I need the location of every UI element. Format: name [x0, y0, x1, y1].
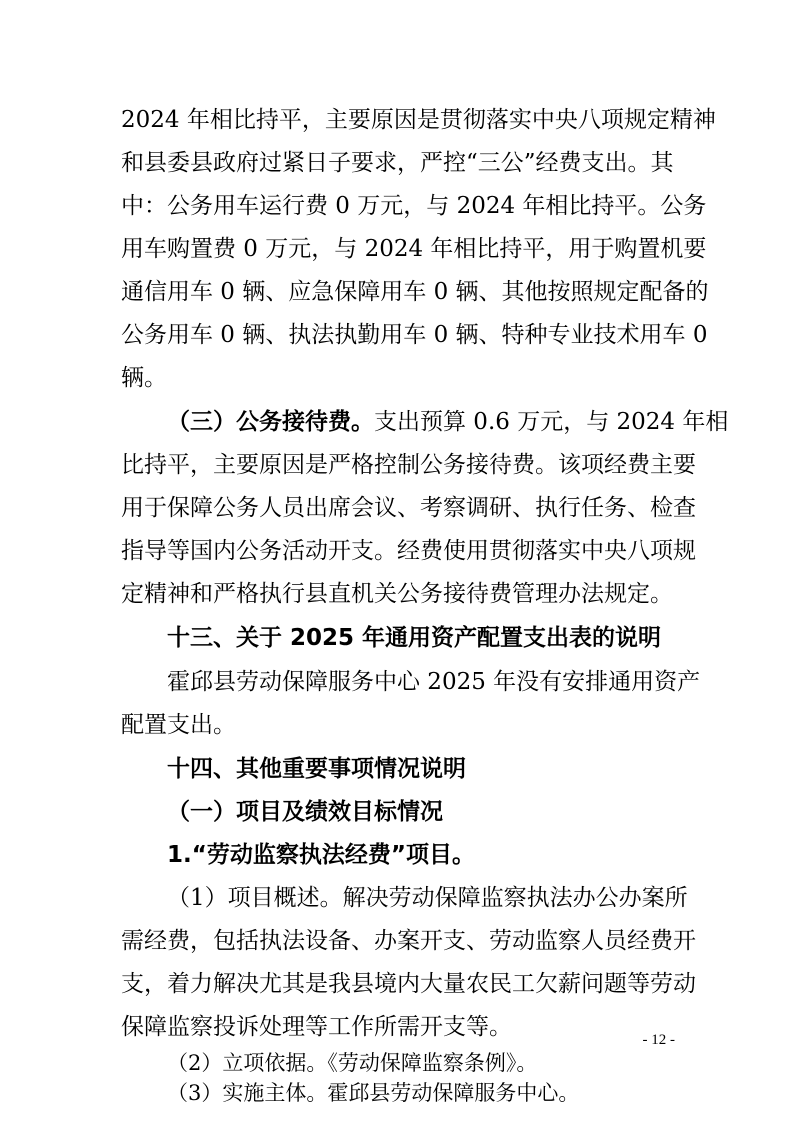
- page-number: - 12 -: [642, 1032, 675, 1048]
- text-line: 用车购置费 0 万元，与 2024 年相比持平，用于购置机要: [121, 236, 707, 262]
- text-line: 辆。: [121, 365, 167, 391]
- text-line: 2024 年相比持平，主要原因是贯彻落实中央八项规定精神: [121, 107, 716, 133]
- paragraph-lead-heading: （三）公务接待费。: [167, 409, 374, 435]
- text-line: （1）项目概述。解决劳动保障监察执法办公办案所: [167, 885, 688, 911]
- text-line: 配置支出。: [121, 712, 236, 738]
- text-line: 定精神和严格执行县直机关公务接待费管理办法规定。: [121, 581, 673, 607]
- text-line: 用于保障公务人员出席会议、考察调研、执行任务、检查: [121, 495, 696, 521]
- text-line: 需经费，包括执法设备、办案开支、劳动监察人员经费开: [121, 928, 696, 954]
- section-heading: 十四、其他重要事项情况说明: [167, 756, 466, 782]
- text-line: 保障监察投诉处理等工作所需开支等。: [121, 1014, 512, 1040]
- text-line: 支出预算 0.6 万元，与 2024 年相: [374, 409, 729, 435]
- subsection-heading: （一）项目及绩效目标情况: [167, 799, 443, 825]
- paragraph-first-line: [167, 400, 729, 444]
- text-line: 公务用车 0 辆、执法执勤用车 0 辆、特种专业技术用车 0: [121, 322, 708, 348]
- text-line: 比持平，主要原因是严格控制公务接待费。该项经费主要: [121, 452, 696, 478]
- text-line: 通信用车 0 辆、应急保障用车 0 辆、其他按照规定配备的: [121, 279, 709, 305]
- text-line: （2）立项依据。《劳动保障监察条例》。: [167, 1051, 538, 1075]
- text-line: （3）实施主体。霍邱县劳动保障服务中心。: [167, 1081, 580, 1105]
- text-line: 霍邱县劳动保障服务中心 2025 年没有安排通用资产: [167, 669, 701, 695]
- text-line: 支，着力解决尤其是我县境内大量农民工欠薪问题等劳动: [121, 971, 696, 997]
- text-line: 中：公务用车运行费 0 万元，与 2024 年相比持平。公务: [121, 193, 707, 219]
- text-line: 和县委县政府过紧日子要求，严控“三公”经费支出。其: [121, 150, 674, 176]
- text-line: 指导等国内公务活动开支。经费使用贯彻落实中央八项规: [121, 538, 696, 564]
- section-heading: 十三、关于 2025 年通用资产配置支出表的说明: [167, 625, 662, 651]
- item-heading: 1.“劳动监察执法经费”项目。: [167, 842, 475, 868]
